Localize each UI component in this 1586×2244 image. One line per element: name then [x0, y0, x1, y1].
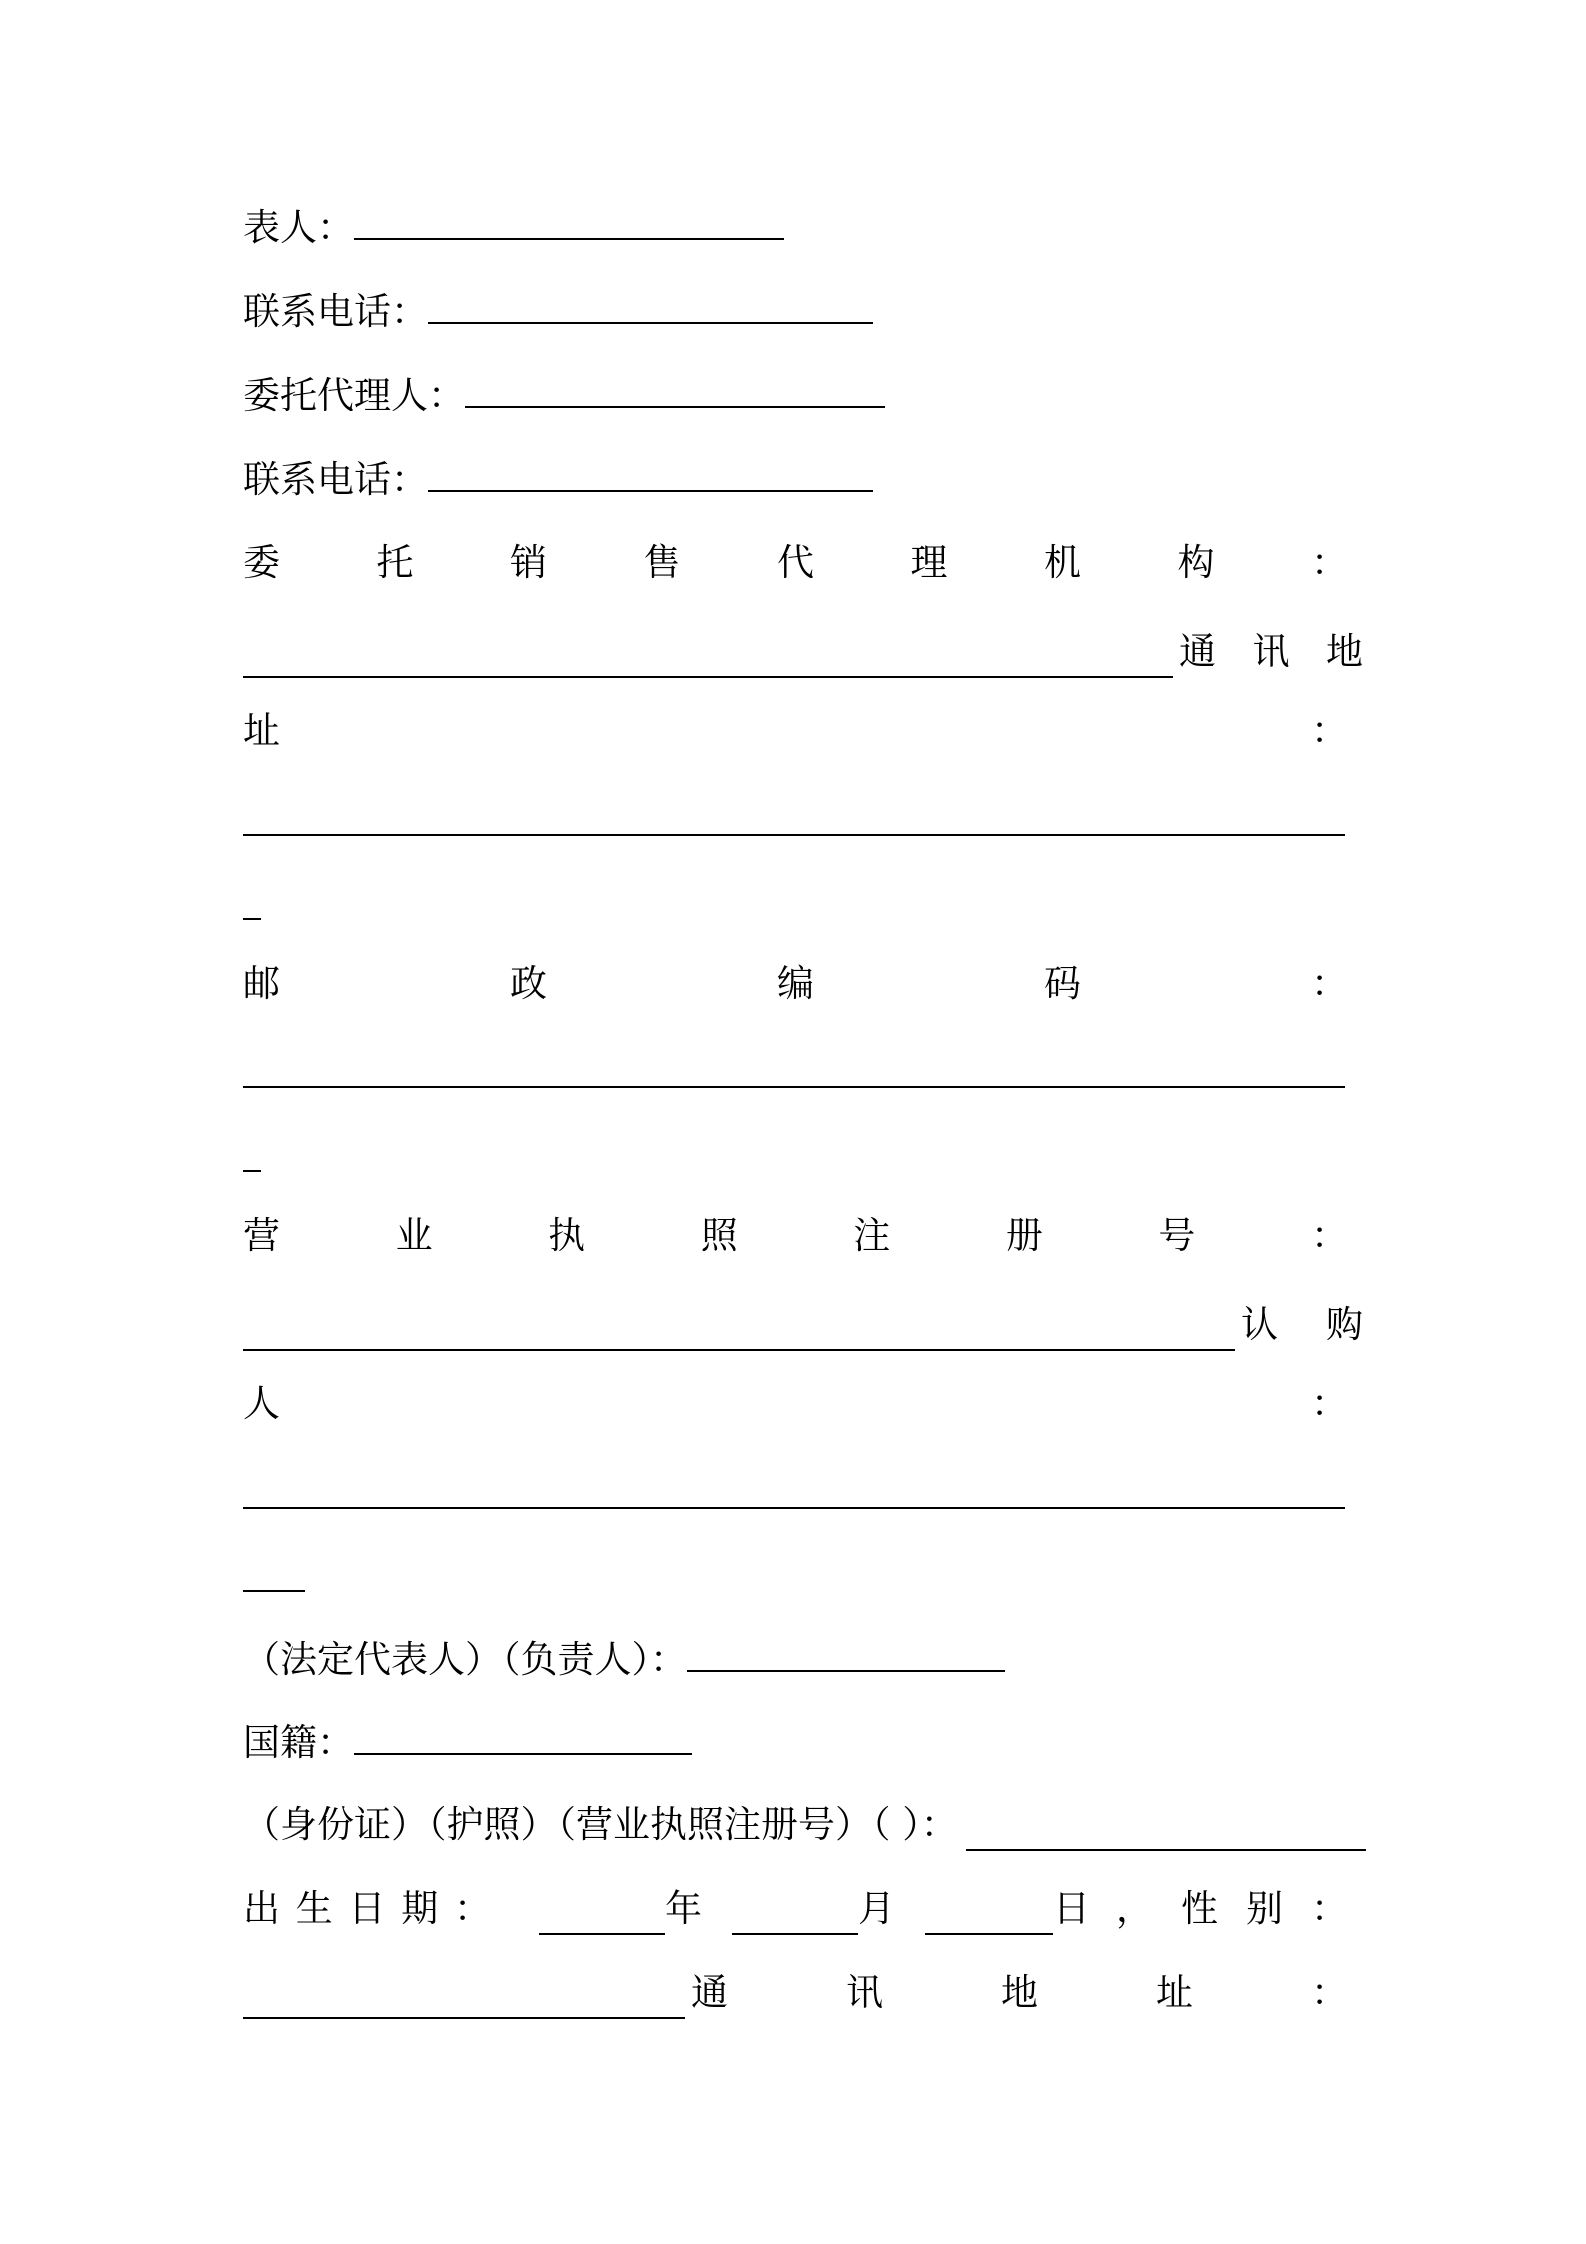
phone-label-2: 联系电话： [243, 458, 428, 501]
postcode-blank-cont-row [243, 1128, 1353, 1188]
buyer-blank-cont-row [243, 1548, 1353, 1608]
sales-agency-char: 理 [910, 541, 948, 584]
address-colon: ： [1311, 709, 1348, 752]
legal-rep-label: （法定代表人）（负责人）： [243, 1638, 687, 1681]
sales-agency-char: 销 [510, 541, 547, 584]
birth-row [243, 1879, 1348, 1939]
phone-row-1 [243, 280, 1353, 340]
phone-row-2 [243, 448, 1353, 508]
buyer-blank[interactable] [243, 1465, 1345, 1509]
id-row [243, 1795, 1353, 1855]
birth-month-blank[interactable] [732, 1891, 858, 1935]
postcode-char: 政 [510, 962, 547, 1005]
buyer-char: 认 [1241, 1303, 1278, 1346]
buyer-char: 人 [243, 1382, 280, 1425]
address-blank-cont-row [243, 876, 1353, 936]
id-label: （身份证）（护照）（营业执照注册号）（ ）： [243, 1803, 958, 1846]
postcode-char: 邮 [243, 962, 280, 1005]
nationality-blank[interactable] [354, 1711, 692, 1755]
sales-agency-blank[interactable] [243, 634, 1173, 678]
agent-row [243, 364, 1353, 424]
license-char: 注 [853, 1214, 891, 1257]
gender-char: 别 [1246, 1887, 1284, 1930]
birth-day-blank[interactable] [925, 1891, 1053, 1935]
address-label-end-row [243, 701, 1348, 761]
address-blank-stub[interactable] [243, 876, 261, 920]
license-char: 执 [548, 1214, 586, 1257]
license-colon: ： [1310, 1214, 1348, 1257]
address2-char: 址 [1156, 1971, 1193, 2014]
license-blank[interactable] [243, 1307, 1235, 1351]
postcode-char: 编 [777, 962, 814, 1005]
postcode-blank-stub[interactable] [243, 1128, 261, 1172]
representative-blank[interactable] [354, 196, 784, 240]
buyer-label-start [1235, 1295, 1363, 1355]
address-blank[interactable] [243, 792, 1345, 836]
agent-blank[interactable] [465, 364, 885, 408]
address2-row [243, 1963, 1348, 2023]
address2-char: 讯 [846, 1971, 883, 2014]
birth-year-label: 年 [665, 1887, 703, 1930]
nationality-row [243, 1711, 1353, 1771]
postcode-blank-row [243, 1044, 1353, 1104]
postcode-char: 码 [1044, 962, 1081, 1005]
phone-blank-1[interactable] [428, 280, 873, 324]
phone-label-1: 联系电话： [243, 290, 428, 333]
address2-colon: ： [1311, 1971, 1348, 2014]
birth-year-blank[interactable] [539, 1891, 665, 1935]
license-label-row [243, 1206, 1348, 1266]
buyer-blank-row [243, 1465, 1353, 1525]
sales-agency-blank-row [243, 622, 1363, 682]
birth-month-label: 月 [858, 1887, 896, 1930]
gender-char: 性 [1181, 1887, 1219, 1930]
address-char: 址 [243, 709, 280, 752]
gender-colon: ： [1311, 1887, 1348, 1930]
buyer-char: 购 [1326, 1303, 1363, 1346]
buyer-label-end-row [243, 1374, 1348, 1434]
sales-agency-char: 托 [376, 541, 414, 584]
sales-agency-char: 代 [777, 541, 814, 584]
sales-agency-char: ： [1311, 541, 1348, 584]
address2-char: 地 [1001, 1971, 1038, 2014]
buyer-colon: ： [1311, 1382, 1348, 1425]
legal-rep-row [243, 1628, 1353, 1688]
agent-label: 委托代理人： [243, 374, 465, 417]
license-char: 照 [700, 1214, 738, 1257]
sales-agency-char: 构 [1177, 541, 1215, 584]
postcode-colon: ： [1311, 962, 1348, 1005]
sales-agency-char: 机 [1044, 541, 1081, 584]
birth-label: 出 生 日 期 ： [243, 1887, 494, 1930]
sales-agency-char: 委 [243, 541, 280, 584]
sales-agency-char: 售 [643, 541, 681, 584]
license-char: 营 [243, 1214, 280, 1257]
address-char: 地 [1326, 630, 1363, 673]
gender-blank[interactable] [243, 1975, 685, 2019]
address-char: 通 [1179, 630, 1216, 673]
gender-label [1090, 1879, 1348, 1939]
address2-char: 通 [691, 1971, 728, 2014]
id-blank[interactable] [966, 1807, 1366, 1851]
address-char: 讯 [1252, 630, 1290, 673]
birth-day-label: 日 [1053, 1887, 1091, 1930]
license-char: 号 [1158, 1214, 1196, 1257]
address2-label [685, 1963, 1348, 2023]
legal-rep-blank[interactable] [687, 1628, 1005, 1672]
phone-blank-2[interactable] [428, 448, 873, 492]
postcode-label-row [243, 954, 1348, 1014]
buyer-blank-stub[interactable] [243, 1548, 305, 1592]
representative-label: 表人： [243, 206, 354, 249]
license-blank-row [243, 1295, 1363, 1355]
sales-agency-label-row [243, 533, 1348, 593]
gender-char: ， [1116, 1887, 1154, 1930]
address-blank-row [243, 792, 1353, 852]
address-label-start [1173, 622, 1363, 682]
license-char: 业 [395, 1214, 433, 1257]
representative-row [243, 196, 1353, 256]
postcode-blank[interactable] [243, 1044, 1345, 1088]
license-char: 册 [1005, 1214, 1043, 1257]
nationality-label: 国籍： [243, 1721, 354, 1764]
